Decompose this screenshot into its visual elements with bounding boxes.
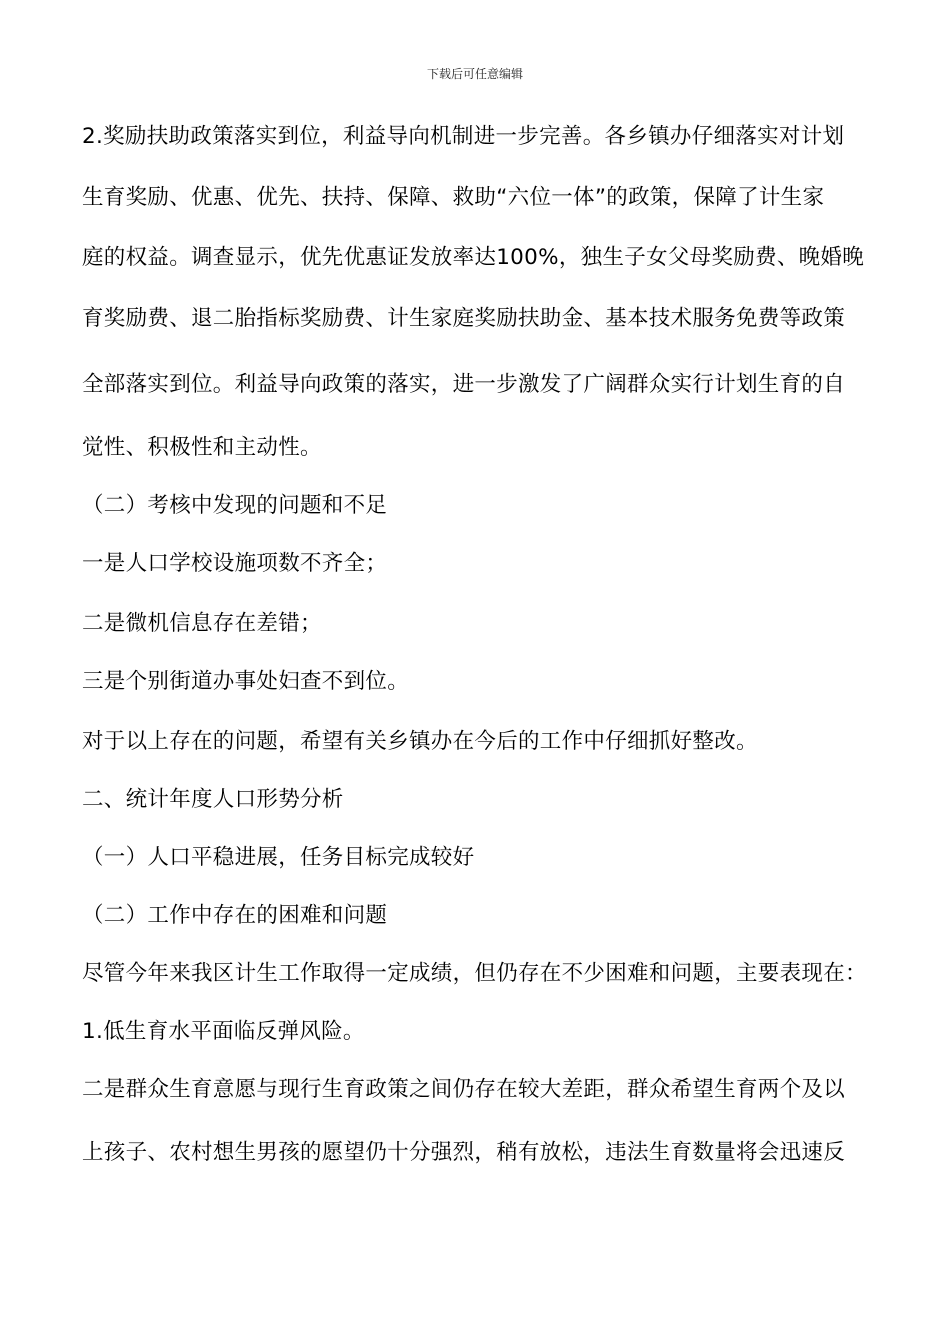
page-header: 下载后可任意编辑: [426, 67, 523, 81]
paragraph-line: 全部落实到位。利益导向政策的落实，进一步激发了广阔群众实行计划生育的自: [82, 372, 846, 397]
paragraph-line: 觉性、积极性和主动性。: [82, 435, 322, 460]
list-item: 一是人口学校设施项数不齐全；: [82, 551, 388, 576]
paragraph-line: 育奖励费、退二胎指标奖励费、计生家庭奖励扶助金、基本技术服务免费等政策: [82, 306, 846, 331]
subsection-heading: （一）人口平稳进展，任务目标完成较好: [82, 845, 475, 870]
paragraph-line: 2.奖励扶助政策落实到位，利益导向机制进一步完善。各乡镇办仔细落实对计划: [82, 124, 845, 149]
list-item: 二是微机信息存在差错；: [82, 611, 322, 636]
section-heading: 二、统计年度人口形势分析: [82, 787, 344, 812]
paragraph-line: 二是群众生育意愿与现行生育政策之间仍存在较大差距，群众希望生育两个及以: [82, 1077, 846, 1102]
subsection-heading: （二）工作中存在的困难和问题: [82, 903, 388, 928]
paragraph-line: 庭的权益。调查显示，优先优惠证发放率达100%，独生子女父母奖励费、晚婚晚: [82, 245, 865, 270]
list-item: 三是个别街道办事处妇查不到位。: [82, 669, 410, 694]
list-item: 1.低生育水平面临反弹风险。: [82, 1019, 365, 1044]
section-heading: （二）考核中发现的问题和不足: [82, 493, 388, 518]
paragraph-line: 上孩子、农村想生男孩的愿望仍十分强烈，稍有放松，违法生育数量将会迅速反: [82, 1140, 846, 1165]
paragraph-line: 尽管今年来我区计生工作取得一定成绩，但仍存在不少困难和问题，主要表现在：: [82, 961, 867, 986]
paragraph-line: 生育奖励、优惠、优先、扶持、保障、救助“六位一体”的政策，保障了计生家: [82, 185, 825, 210]
paragraph-line: 对于以上存在的问题，希望有关乡镇办在今后的工作中仔细抓好整改。: [82, 729, 758, 754]
